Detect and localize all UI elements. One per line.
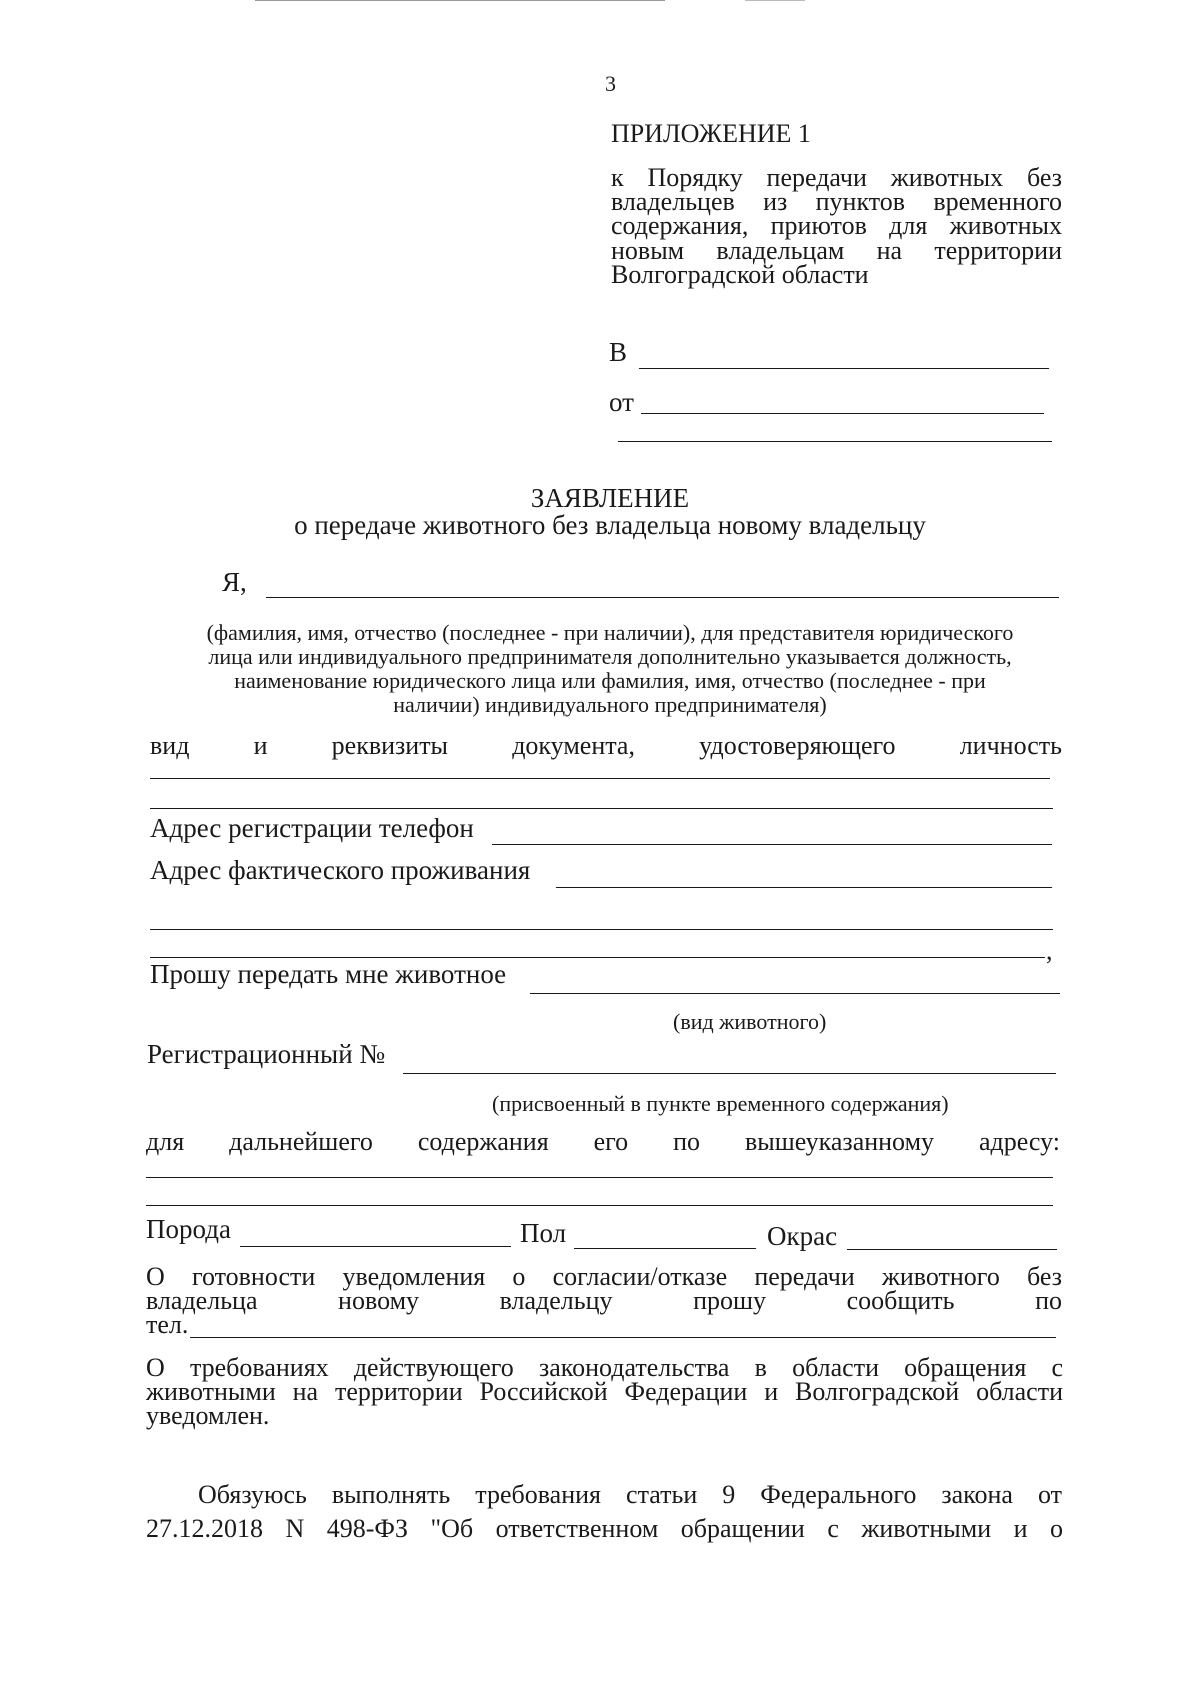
- to-field-line[interactable]: [639, 368, 1049, 369]
- id-document-line-1[interactable]: [150, 778, 1050, 779]
- notification-tel-line[interactable]: [190, 1337, 1056, 1338]
- further-keeping-line-2[interactable]: [146, 1205, 1053, 1206]
- registration-phone-label: Адрес регистрации телефон: [150, 813, 474, 843]
- appendix-line: владельцев из пунктов временного: [611, 187, 1062, 216]
- animal-type-line[interactable]: [530, 993, 1060, 994]
- actual-address-line-1[interactable]: [556, 887, 1052, 888]
- notification-line-2: владельца новому владельцу прошу сообщить по: [146, 1286, 1062, 1315]
- scan-edge-line: [255, 0, 665, 1]
- page-number: 3: [605, 71, 616, 96]
- breed-line[interactable]: [240, 1246, 511, 1247]
- notification-tel-label: тел.: [146, 1310, 189, 1339]
- notification-line-1: О готовности уведомления о согласии/отказе передачи животного без: [146, 1262, 1062, 1291]
- legislation-line: животными на территории Российской Федерации и Волгоградской области: [146, 1377, 1063, 1406]
- applicant-hint-line: наименование юридического лица или фамилия, имя, отчество (последнее - при: [234, 668, 986, 693]
- animal-type-hint: (вид животного): [673, 1009, 827, 1034]
- scan-edge-line: [745, 0, 805, 1]
- color-line[interactable]: [847, 1249, 1057, 1250]
- appendix-line: Волгоградской области: [611, 260, 869, 289]
- from-field-line[interactable]: [641, 413, 1044, 414]
- further-keeping-line-1[interactable]: [146, 1177, 1053, 1178]
- color-label: Окрас: [767, 1221, 838, 1251]
- appendix-line: к Порядку передачи животных без: [611, 163, 1062, 192]
- breed-label: Порода: [146, 1214, 231, 1244]
- sex-label: Пол: [520, 1218, 567, 1248]
- applicant-hint-line: наличии) индивидуального предпринимателя): [393, 692, 827, 717]
- request-animal-label: Прошу передать мне животное: [150, 959, 507, 989]
- to-label: В: [609, 337, 628, 367]
- document-subtitle: о передаче животного без владельца новому владельцу: [294, 510, 926, 540]
- address-comma: ,: [1046, 936, 1053, 965]
- from-field-line-2[interactable]: [618, 441, 1052, 442]
- appendix-title: ПРИЛОЖЕНИЕ 1: [611, 119, 811, 148]
- registration-number-hint: (присвоенный в пункте временного содержания): [492, 1091, 949, 1116]
- obligation-line: Обязуюсь выполнять требования статьи 9 Федерального закона от: [198, 1480, 1062, 1509]
- document-title: ЗАЯВЛЕНИЕ: [530, 483, 690, 513]
- applicant-i-label: Я,: [222, 567, 247, 597]
- applicant-name-line[interactable]: [266, 597, 1059, 598]
- from-label: от: [609, 387, 634, 417]
- registration-number-label: Регистрационный №: [147, 1039, 386, 1069]
- appendix-line: новым владельцам на территории: [611, 236, 1062, 265]
- actual-address-line-2[interactable]: [150, 929, 1053, 930]
- appendix-line: содержания, приютов для животных: [611, 211, 1062, 240]
- id-document-label: вид и реквизиты документа, удостоверяющего личность: [150, 731, 1062, 760]
- id-document-line-2[interactable]: [150, 808, 1053, 809]
- registration-phone-line[interactable]: [492, 844, 1052, 845]
- further-keeping-label: для дальнейшего содержания его по вышеуказанному адресу:: [146, 1127, 1060, 1156]
- applicant-hint-line: (фамилия, имя, отчество (последнее - при наличии), для представителя юридического: [206, 620, 1014, 645]
- sex-line[interactable]: [574, 1248, 756, 1249]
- legislation-line: уведомлен.: [146, 1401, 270, 1430]
- applicant-hint-line: лица или индивидуального предпринимателя дополнительно указывается должность,: [208, 644, 1012, 669]
- registration-number-line[interactable]: [403, 1073, 1056, 1074]
- actual-address-line-3[interactable]: [150, 957, 1045, 958]
- obligation-line: 27.12.2018 N 498-ФЗ "Об ответственном обращении с животными и о: [146, 1514, 1063, 1543]
- actual-address-label: Адрес фактического проживания: [150, 855, 531, 885]
- legislation-line: О требованиях действующего законодательства в области обращения с: [146, 1353, 1063, 1382]
